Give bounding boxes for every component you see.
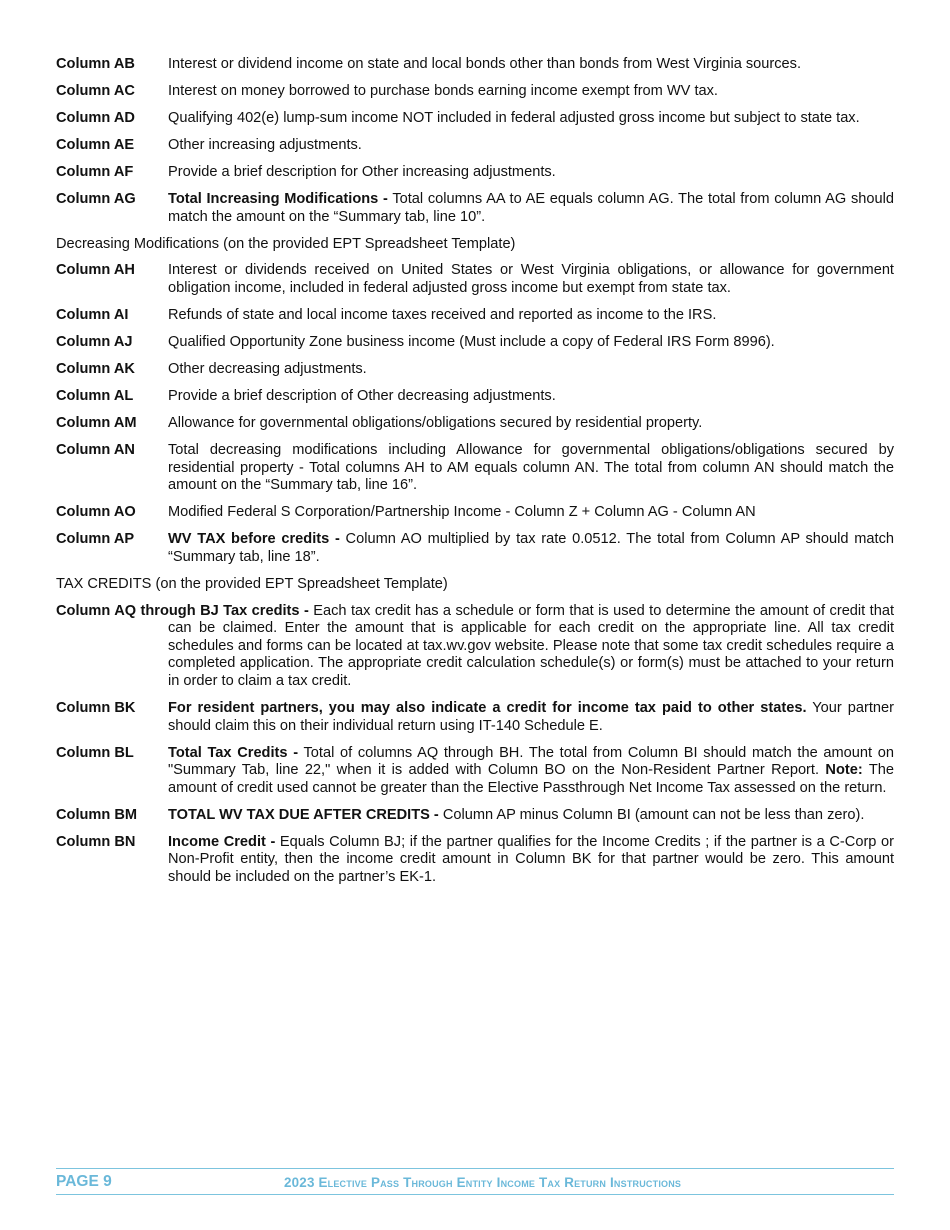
entry-label: Column AM — [56, 415, 137, 431]
entry-label: Column AE — [56, 136, 135, 153]
entry-text: Each tax credit has a schedule or form that is used to determine the amount of credit that can be claimed. Enter the amount that is applicable for each credit on the appropriate line. All tax credit schedules and forms can be located at tax.wv.gov website. Please note that some tax credit schedules require a completed application. The appropriate credit calculation schedule(s) or form(s) must be attached to your return in order to claim a tax credit. — [168, 602, 894, 690]
section-heading-credits: TAX CREDITS (on the provided EPT Spreadsheet Template) — [56, 575, 448, 592]
entry-label: Column BN — [56, 833, 136, 850]
entry-text-wrap — [168, 745, 894, 798]
entry-column-al — [56, 388, 894, 406]
entry-column-bk — [56, 700, 894, 735]
entry-text: Interest or dividend income on state and local bonds other than bonds from West Virginia sources. — [168, 56, 802, 72]
page-footer — [56, 1168, 894, 1195]
entry-column-ac — [56, 83, 894, 101]
entry-column-ao — [56, 504, 894, 522]
entry-column-ag — [56, 191, 894, 226]
page-number: PAGE 9 — [56, 1173, 112, 1190]
note-label: Note: — [825, 762, 863, 779]
entry-label: Column AK — [56, 361, 135, 378]
entry-text: Interest or dividends received on United States or West Virginia obligations, or allowance for government obligation income, included in federal adjusted gross income but exempt from state tax. — [168, 262, 894, 297]
entry-column-ad — [56, 110, 894, 128]
entry-label: Column AH — [56, 262, 135, 279]
entry-column-am — [56, 415, 894, 433]
entry-column-bl — [56, 745, 894, 798]
entry-text: Other decreasing adjustments. — [168, 361, 367, 378]
entry-column-ae — [56, 137, 894, 155]
entry-column-af — [56, 164, 894, 182]
instructions-body — [56, 56, 894, 896]
entry-text-wrap — [168, 834, 894, 887]
entry-text: Total columns AA to AE equals column AG. The total from column AG should match the amount on the “Summary tab, line 10”. — [168, 190, 894, 225]
entry-text: Other increasing adjustments. — [168, 136, 362, 153]
entry-text: Interest on money borrowed to purchase bonds earning income exempt from WV tax. — [168, 82, 718, 99]
entry-label: Column AG — [56, 190, 136, 207]
entry-text: Equals Column BJ; if the partner qualifies for the Income Credits ; if the partner is a C-Corp or Non-Profit entity, then the income credit amount in Column BK for that partner would be zero. This amount should be included on the partner’s EK-1. — [168, 833, 895, 885]
entry-label: Column AJ — [56, 334, 133, 351]
entry-label: Column AN — [56, 441, 135, 458]
section-heading-decreasing: Decreasing Modifications (on the provided EPT Spreadsheet Template) — [56, 235, 516, 252]
entry-column-ak — [56, 361, 894, 379]
document-title: 2023 Elective Pass Through Entity Income Tax Return Instructions — [284, 1175, 682, 1190]
entry-bold-lead: Income Credit - — [168, 833, 276, 850]
entry-column-ah — [56, 262, 894, 297]
entry-bold-lead: Total Tax Credits - — [168, 744, 299, 761]
entry-label: Column BL — [56, 744, 134, 761]
entry-text-wrap — [168, 191, 894, 226]
entry-text: Your partner should claim this on their individual return using IT-140 Schedule E. — [168, 700, 894, 734]
entry-label: Column AF — [56, 163, 134, 180]
entry-text: Modified Federal S Corporation/Partnership Income - Column Z + Column AG - Column AN — [168, 504, 756, 521]
entry-label: Column AO — [56, 504, 136, 521]
entry-label: Column BM — [56, 806, 138, 823]
entry-text: Qualified Opportunity Zone business income (Must include a copy of Federal IRS Form 8996). — [168, 334, 775, 351]
entry-bold-lead: Total Increasing Modifications - — [168, 190, 388, 207]
entry-column-bm — [56, 807, 894, 825]
entry-text-wrap — [168, 531, 894, 566]
entry-text: Refunds of state and local income taxes received and reported as income to the IRS. — [168, 307, 717, 324]
entry-column-ap — [56, 531, 894, 566]
entry-text: Provide a brief description for Other increasing adjustments. — [168, 163, 556, 180]
entry-label: Column AB — [56, 56, 135, 72]
entry-text: Column AP minus Column BI (amount can not be less than zero). — [438, 806, 865, 823]
entry-bold-lead: TOTAL WV TAX DUE AFTER CREDITS - — [168, 806, 439, 823]
entry-label: Column AI — [56, 307, 129, 324]
entry-label: Column AL — [56, 388, 134, 405]
entry-label: Column BK — [56, 700, 136, 717]
entry-bold-lead: For resident partners, you may also indicate a credit for income tax paid to other states. — [168, 700, 807, 717]
entry-column-aq-bj — [56, 603, 894, 691]
entry-text: Column AO multiplied by tax rate 0.0512. The total from Column AP should match “Summary tab, line 18”. — [168, 531, 894, 565]
entry-column-aj — [56, 334, 894, 352]
entry-text: Qualifying 402(e) lump-sum income NOT included in federal adjusted gross income but subject to state tax. — [168, 109, 860, 126]
note-text: The amount of credit used cannot be greater than the Elective Passthrough Net Income Tax assessed on the return. — [168, 762, 894, 796]
entry-text: Total of columns AQ through BH. The total from Column BI should match the amount on "Summary Tab, line 22," when it is added with Column BO on the Non-Resident Partner Report. — [168, 744, 894, 779]
entry-label: Column AC — [56, 82, 135, 99]
entry-column-ai — [56, 307, 894, 325]
entry-bold-lead: Column AQ through BJ Tax credits - — [56, 602, 309, 619]
entry-label: Column AD — [56, 109, 135, 126]
entry-text-wrap — [168, 807, 894, 825]
entry-label: Column AP — [56, 531, 135, 548]
entry-text: Total decreasing modifications including Allowance for governmental obligations/obligations secured by residential property - Total columns AH to AM equals column AN. The total from column AN should match the amount on the “Summary tab, line 16”. — [168, 441, 894, 494]
entry-column-an — [56, 442, 894, 495]
entry-text: Provide a brief description of Other decreasing adjustments. — [168, 388, 556, 405]
entry-column-ab — [56, 56, 894, 74]
entry-text-wrap — [168, 700, 894, 735]
entry-column-bn — [56, 834, 894, 887]
entry-text: Allowance for governmental obligations/obligations secured by residential property. — [168, 415, 703, 431]
entry-bold-lead: WV TAX before credits - — [168, 531, 340, 548]
